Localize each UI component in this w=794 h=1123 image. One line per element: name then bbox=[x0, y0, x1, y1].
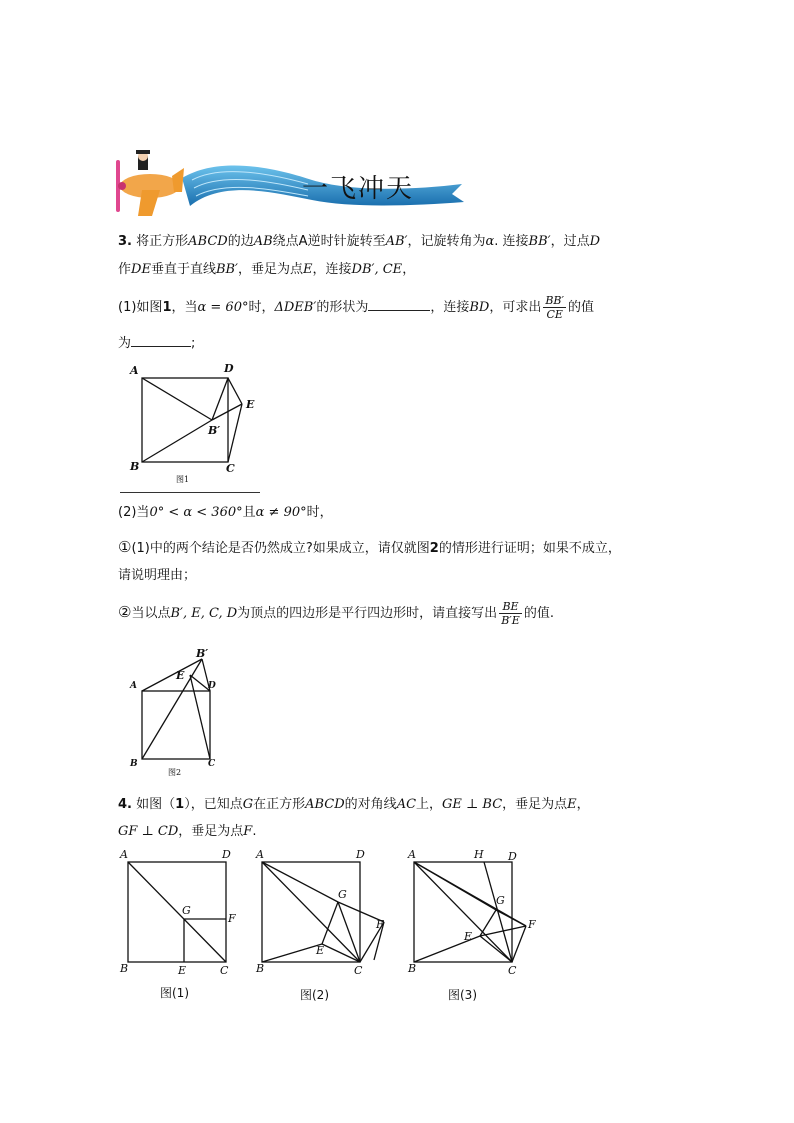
fig4-label-C: C bbox=[354, 964, 363, 977]
fig1-caption: 图1 bbox=[176, 475, 190, 484]
fig2-label-C: C bbox=[208, 759, 216, 769]
q3-part1: (1)如图1，当α = 60°时，ΔDEB′的形状为 ，连接BD，可求出 $\frac{BB'}{CE}$ 的值 bbox=[118, 294, 595, 321]
fig3-label-D: D bbox=[222, 848, 231, 861]
banner-graphic bbox=[112, 150, 472, 220]
fig4-caption: 图(2) bbox=[300, 988, 329, 1002]
fig2-label-Bp: B′ bbox=[196, 647, 209, 660]
fig5-caption: 图(3) bbox=[448, 988, 477, 1002]
fig3-label-E: E bbox=[178, 964, 187, 977]
fig2-label-B: B bbox=[130, 759, 138, 769]
q3-sub2: ②当以点B′, E, C, D为顶点的四边形是平行四边形时，请直接写出 $\frac{BE}{B'E}$ 的值. bbox=[118, 600, 554, 627]
fig3-label-C: C bbox=[220, 964, 229, 977]
figure-1 bbox=[120, 362, 270, 490]
fig2-label-E: E bbox=[176, 669, 185, 682]
fig3-label-G: G bbox=[182, 904, 191, 917]
q3-line1: 3. 将正方形ABCD的边AB绕点A逆时针旋转至AB′，记旋转角为α. 连接BB′，过点D bbox=[118, 234, 601, 249]
fig5-label-E: E bbox=[464, 930, 473, 943]
fig1-label-C: C bbox=[226, 462, 235, 475]
figure-q4-2 bbox=[252, 848, 397, 1008]
q3-sub1: ①(1)中的两个结论是否仍然成立?如果成立，请仅就图2的情形进行证明；如果不成立， bbox=[118, 538, 621, 556]
fig4-label-F: F bbox=[376, 918, 384, 931]
banner bbox=[112, 150, 472, 220]
banner-title: 一飞冲天 bbox=[302, 174, 415, 204]
q4-line2: GF ⊥ CD，垂足为点F. bbox=[118, 824, 257, 839]
q3-part1-cont: 为 ; bbox=[118, 332, 195, 354]
fig5-label-A: A bbox=[408, 848, 416, 861]
fig1-label-B: B bbox=[130, 460, 140, 473]
fraction-bbp-ce: $\frac{BB'}{CE}$ bbox=[545, 294, 565, 321]
fig1-label-Bp: B′ bbox=[208, 424, 221, 437]
fig4-label-E: E bbox=[316, 944, 325, 957]
divider-line bbox=[120, 492, 260, 493]
q4-line1: 4. 如图（1），已知点G在正方形ABCD的对角线AC上，GE ⊥ BC，垂足为点E， bbox=[118, 797, 590, 812]
fig2-label-A: A bbox=[130, 681, 137, 691]
fig5-label-F: F bbox=[528, 918, 536, 931]
figure-q4-3 bbox=[404, 848, 549, 1008]
q3-number: 3. bbox=[118, 234, 132, 249]
q4-number: 4. bbox=[118, 797, 132, 812]
q3-part2: (2)当0° < α < 360°且α ≠ 90°时， bbox=[118, 505, 333, 520]
figure-q4-1 bbox=[118, 848, 246, 1008]
fig1-label-E: E bbox=[246, 398, 255, 411]
fig4-label-G: G bbox=[338, 888, 347, 901]
fig1-label-A: A bbox=[130, 364, 139, 377]
fig3-caption: 图(1) bbox=[160, 986, 189, 1000]
fig3-label-A: A bbox=[120, 848, 128, 861]
q3-sub1-cont: 请说明理由； bbox=[118, 568, 197, 583]
fig4-label-B: B bbox=[256, 962, 265, 975]
fig2-caption: 图2 bbox=[168, 768, 182, 777]
fig3-label-F: F bbox=[228, 912, 236, 925]
fraction-be-bpe: $\frac{BE}{B'E}$ bbox=[501, 600, 520, 627]
q3-line2: 作DE垂直于直线BB′，垂足为点E，连接DB′, CE， bbox=[118, 262, 416, 277]
fig4-label-D: D bbox=[356, 848, 365, 861]
answer-blank-shape[interactable] bbox=[368, 296, 430, 311]
fig5-label-H: H bbox=[474, 848, 484, 861]
fig1-label-D: D bbox=[224, 362, 234, 375]
fig2-label-D: D bbox=[208, 681, 216, 691]
fig5-label-G: G bbox=[496, 894, 505, 907]
fig5-label-C: C bbox=[508, 964, 517, 977]
answer-blank-ratio[interactable] bbox=[131, 332, 191, 347]
fig5-label-D: D bbox=[508, 850, 517, 863]
fig5-label-B: B bbox=[408, 962, 417, 975]
fig3-label-B: B bbox=[120, 962, 129, 975]
fig4-label-A: A bbox=[256, 848, 264, 861]
figure-2 bbox=[128, 645, 228, 780]
